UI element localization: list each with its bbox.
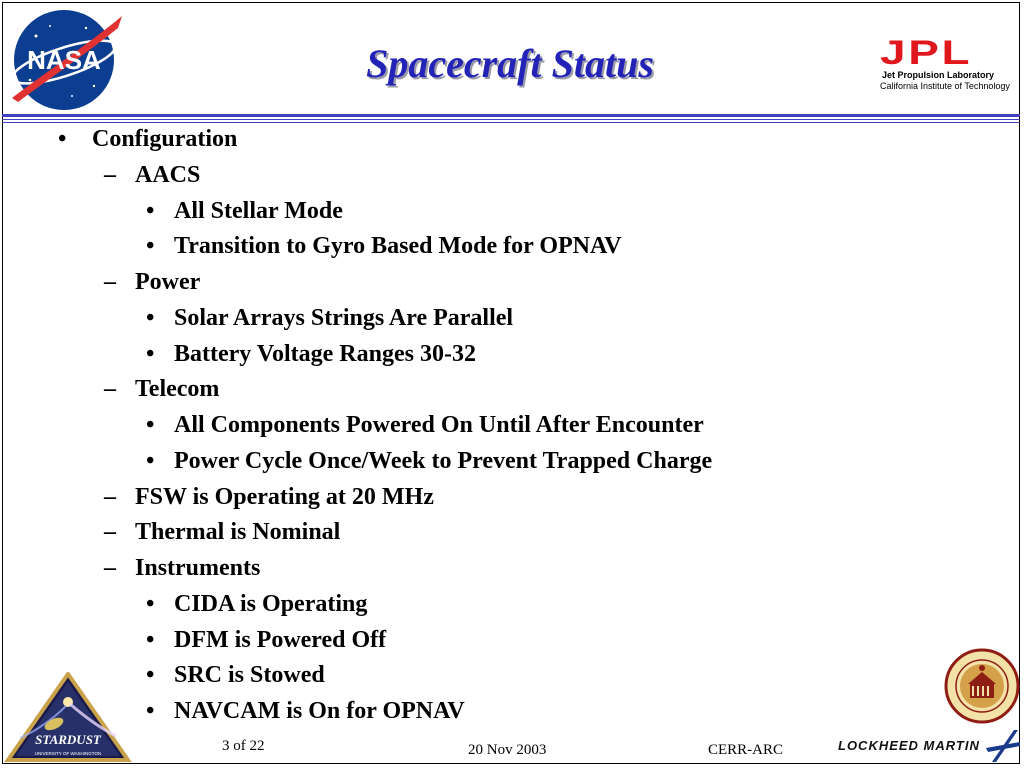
university-seal xyxy=(944,648,1020,724)
dash-marker: – xyxy=(104,519,116,545)
footer-organization: CERR-ARC xyxy=(708,742,784,758)
svg-text:LOCKHEED MARTIN: LOCKHEED MARTIN xyxy=(838,738,980,753)
svg-text:STARDUST: STARDUST xyxy=(35,732,101,747)
header-rule xyxy=(2,119,1020,120)
header-rule xyxy=(2,122,1020,123)
outline-item-level-3: CIDA is Operating xyxy=(174,591,368,617)
dash-marker: – xyxy=(104,376,116,402)
page-number: 3 of 22 xyxy=(222,738,265,754)
lockheed-martin-logo xyxy=(836,728,1020,764)
footer-date: 20 Nov 2003 xyxy=(468,742,547,758)
svg-text:UNIVERSITY OF WASHINGTON: UNIVERSITY OF WASHINGTON xyxy=(34,751,102,756)
outline-item-level-3: Power Cycle Once/Week to Prevent Trapped Charge xyxy=(174,448,713,474)
outline-item-level-3: All Stellar Mode xyxy=(174,198,343,224)
outline-item-level-3: SRC is Stowed xyxy=(174,662,325,688)
header-rule xyxy=(2,114,1020,117)
outline-item-level-3: NAVCAM is On for OPNAV xyxy=(174,698,465,724)
bullet-marker: • xyxy=(146,341,155,367)
outline-item-level-2: Instruments xyxy=(135,555,261,581)
bullet-marker: • xyxy=(146,448,155,474)
svg-text:NASA: NASA xyxy=(27,45,101,75)
outline-item-level-3: Solar Arrays Strings Are Parallel xyxy=(174,305,514,331)
bullet-marker: • xyxy=(146,591,155,617)
jpl-affiliation: California Institute of Technology xyxy=(880,81,1010,91)
bullet-marker: • xyxy=(58,126,67,152)
jpl-logo xyxy=(876,36,1016,96)
jpl-letters: JPL xyxy=(880,34,973,72)
bullet-marker: • xyxy=(146,233,155,259)
stardust-logo xyxy=(4,672,132,764)
bullet-marker: • xyxy=(146,662,155,688)
outline-item-level-3: Battery Voltage Ranges 30-32 xyxy=(174,341,476,367)
outline-item-level-2: Power xyxy=(135,269,201,295)
slide-header xyxy=(0,0,1024,118)
bullet-marker: • xyxy=(146,305,155,331)
dash-marker: – xyxy=(104,162,116,188)
bullet-marker: • xyxy=(146,698,155,724)
outline-item-level-3: DFM is Powered Off xyxy=(174,627,387,653)
nasa-logo xyxy=(6,6,124,112)
dash-marker: – xyxy=(104,555,116,581)
dash-marker: – xyxy=(104,484,116,510)
dash-marker: – xyxy=(104,269,116,295)
bullet-marker: • xyxy=(146,412,155,438)
bullet-marker: • xyxy=(146,198,155,224)
outline-item-level-2: AACS xyxy=(135,162,201,188)
outline-item-level-2: Telecom xyxy=(135,376,220,402)
outline-item-level-2: FSW is Operating at 20 MHz xyxy=(135,484,434,510)
slide-title: Spacecraft Status xyxy=(366,41,654,86)
outline-item-level-3: Transition to Gyro Based Mode for OPNAV xyxy=(174,233,622,259)
jpl-name: Jet Propulsion Laboratory xyxy=(882,70,995,80)
outline-item-level-2: Thermal is Nominal xyxy=(135,519,341,545)
outline-item-level-1: Configuration xyxy=(92,126,238,152)
bullet-marker: • xyxy=(146,627,155,653)
outline-item-level-3: All Components Powered On Until After Encounter xyxy=(174,412,704,438)
